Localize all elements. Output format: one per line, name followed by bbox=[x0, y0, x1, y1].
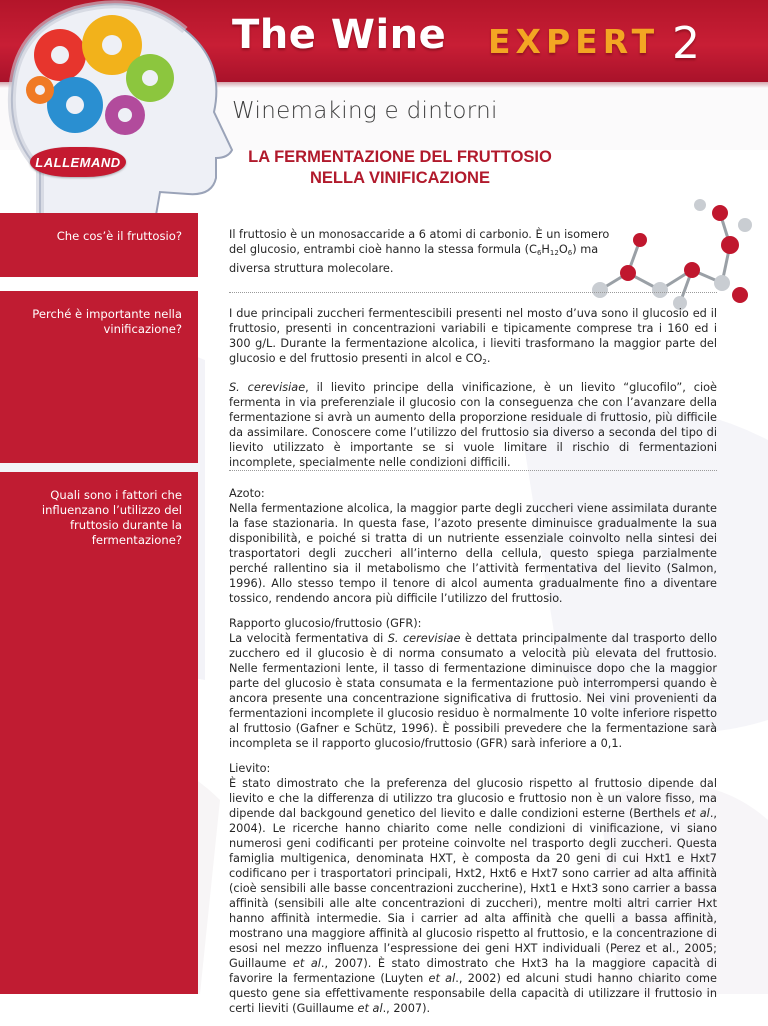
section-importance bbox=[229, 306, 717, 480]
section-what-is-fructose bbox=[229, 227, 629, 286]
sidebar-question: Perché è importante nella vinificazione? bbox=[32, 307, 182, 336]
sidebar-question: Quali sono i fattori che influenzano l’utilizzo del fruttosio durante la fermentazione? bbox=[41, 488, 182, 547]
series-subtitle: Winemaking e dintorni bbox=[232, 98, 498, 124]
brand-expert: EXPERT bbox=[488, 22, 660, 61]
sidebar-question: Che cos’è il fruttosio? bbox=[56, 229, 182, 243]
section-factors bbox=[229, 486, 717, 1026]
gear-icon bbox=[105, 95, 145, 135]
gear-icon bbox=[47, 77, 103, 133]
sidebar-question-box bbox=[0, 472, 198, 994]
head-gears-illustration bbox=[0, 0, 236, 215]
subheading-azoto: Azoto: bbox=[229, 487, 265, 500]
paragraph: La velocità fermentativa di S. cerevisiae è dettata principalmente dal trasporto dello zucchero ed il glucosio è di norma consumato a velocità più elevata del fruttosio. Nelle fermentazioni lente, il tasso di fermentazione diminuisce dopo che la maggior parte del glucosio è stata consumata e la fermentazione può interrompersi quando è ancora presente una concentrazione significativa di fruttosio. Nei vini provenienti da fermentazioni incomplete il glucosio residuo è normalmente 10 volte inferiore rispetto al fruttosio (Gafner e Schütz, 1996). È possibili prevedere che la fermentazione sarà incompleta se il rapporto glucosio/fruttosio (GFR) sarà inferiore a 0,1. bbox=[229, 632, 717, 750]
paragraph: Nella fermentazione alcolica, la maggior parte degli zuccheri viene assimilata durante la fase stazionaria. In questa fase, l’azoto presente diminuisce gradualmente la sua disponibilità, e poiché si tratta di un nutriente essenziale coinvolto nella sintesi dei trasportatori degli zuccheri all’interno della cellula, questo spiega parzialmente perché rallentino sia il metabolismo che l’attività fermentativa del lievito (Salmon, 1996). Allo stesso tempo il tenore di alcol aumenta gradualmente fino a diventare tossico, rendendo ancora più difficile l’utilizzo del fruttosio. bbox=[229, 502, 717, 605]
paragraph: È stato dimostrato che la preferenza del glucosio rispetto al fruttosio dipende dal lievito e che la differenza di utilizzo tra glucosio e fruttosio non è un valore fisso, ma dipende dal backgound genetico del lievito e dalle condizioni esterne (Berthels et al., 2004). Le ricerche hanno chiarito come nelle condizioni di vinificazione, vi siano numerosi geni codificanti per proteine coinvolte nel trasporto degli zuccheri. Questa famiglia multigenica, denominata HXT, è composta da 20 geni di cui Hxt1 e Hxt7 codificano per i trasportatori principali, Hxt2, Hxt6 e Hxt7 sono carrier ad alta affinità (cioè sensibili alle basse concentrazioni zuccherine), Hxt1 e Hxt3 sono carrier a bassa affinità (sensibili alle alte concentrazioni di zuccheri), mentre molti altri carrier Hxt hanno affinità intermedie. Sia i carrier ad alta affinità che quelli a bassa affinità, mostrano una maggiore affinità al glucosio rispetto al fruttosio, e la concentrazione di esosi nel mezzo influenza l’espressione dei geni HXT individuali (Perez et al., 2005; Guillaume et al., 2007). È stato dimostrato che Hxt3 ha la maggiore capacità di favorire la fermentazione (Luyten et al., 2002) ed alcuni studi hanno chiarito come questo gene sia effettivamente responsabile della capacità di utilizzare il fruttosio in certi lieviti (Guillaume et al., 2007). bbox=[229, 777, 717, 1015]
issue-number: 2 bbox=[672, 18, 700, 69]
brand-title: The Wine bbox=[232, 12, 447, 58]
gear-icon bbox=[34, 29, 86, 81]
section-divider bbox=[229, 470, 717, 471]
lallemand-logo: LALLEMAND bbox=[30, 147, 126, 177]
paragraph: S. cerevisiae, il lievito principe della vinificazione, è un lievito “glucofilo”, cioè fermenta in via preferenziale il glucosio con la conseguenza che con l’avanzare della fermentazione si avrà un aumento della proporzione residuale di fruttosio, più difficile da assimilare. Conoscere come l’utilizzo del fruttosio sia diverso a seconda del tipo di lievito utilizzato è importante se si vuole limitare il rischio di fermentazioni incomplete, specialmente nelle condizioni difficili. bbox=[229, 381, 717, 469]
article-title: LA FERMENTAZIONE DEL FRUTTOSIO NELLA VINIFICAZIONE bbox=[248, 148, 552, 187]
gear-icon bbox=[26, 76, 54, 104]
sidebar-question-box bbox=[0, 213, 198, 277]
subheading-gfr: Rapporto glucosio/fruttosio (GFR): bbox=[229, 617, 422, 630]
paragraph: Il fruttosio è un monosaccaride a 6 atomi di carbonio. È un isomero del glucosio, entrambi cioè hanno la stessa formula $(C_6H_{12}O_6)$ ma diversa struttura molecolare. bbox=[229, 228, 610, 275]
gear-icon bbox=[126, 54, 174, 102]
section-divider bbox=[229, 292, 717, 293]
subheading-lievito: Lievito: bbox=[229, 762, 271, 775]
paragraph: I due principali zuccheri fermentescibili presenti nel mosto d’uva sono il glucosio ed il fruttosio, presenti in concentrazioni variabili e tipicamente comprese tra i 160 ed i 300 g/L. Durante la fermentazione alcolica, i lieviti trasformano la maggior parte del glucosio e del fruttosio presenti in alcol e $CO_2$. bbox=[229, 307, 717, 366]
